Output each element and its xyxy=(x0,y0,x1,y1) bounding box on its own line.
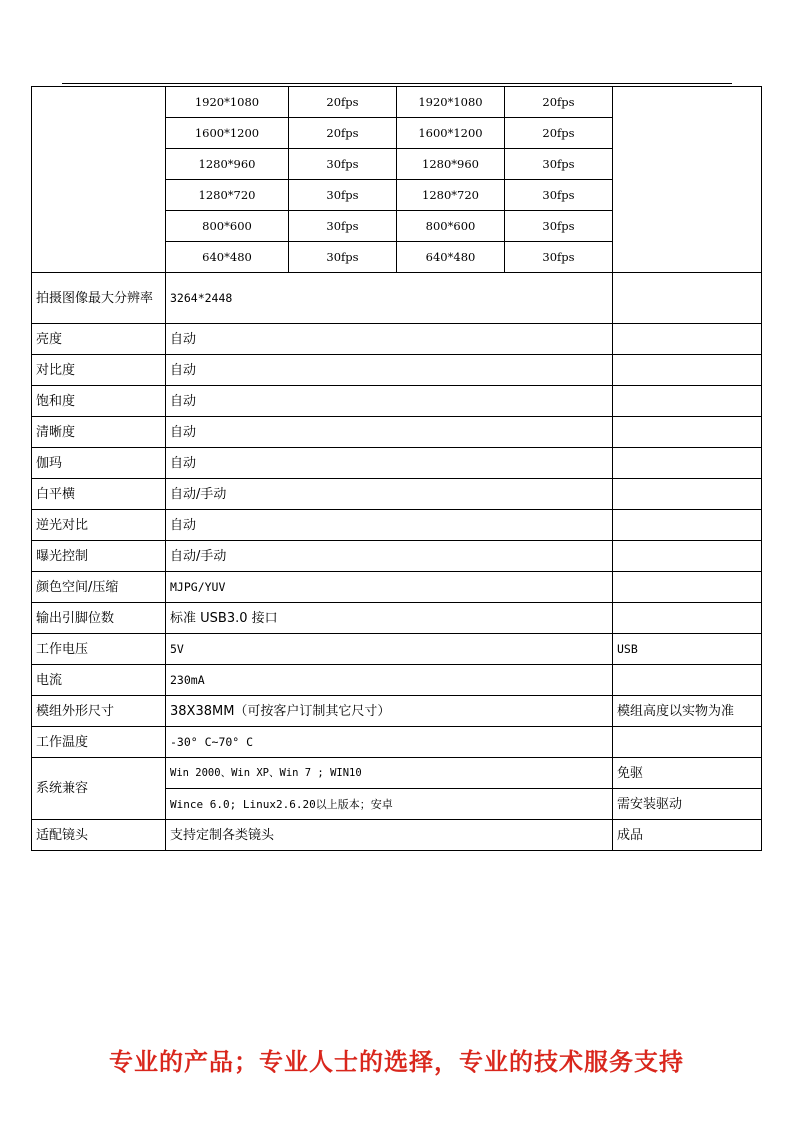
spec-value: 自动 xyxy=(166,510,613,541)
spec-note xyxy=(613,572,762,603)
spec-row xyxy=(32,324,762,355)
spec-note xyxy=(613,324,762,355)
compat-value: Win 2000、Win XP、Win 7 ; WIN10 xyxy=(166,758,613,789)
spec-label: 拍摄图像最大分辨率 xyxy=(32,273,166,324)
spec-label: 颜色空间/压缩 xyxy=(32,572,166,603)
fps-cell: 30fps xyxy=(505,149,613,180)
spec-label: 模组外形尺寸 xyxy=(32,696,166,727)
spec-note xyxy=(613,510,762,541)
spec-label: 亮度 xyxy=(32,324,166,355)
fps-cell: 30fps xyxy=(289,180,397,211)
spec-note xyxy=(613,448,762,479)
spec-row xyxy=(32,603,762,634)
footer-slogan: 专业的产品；专业人士的选择，专业的技术服务支持 xyxy=(109,1048,684,1076)
resolution-row xyxy=(32,87,762,118)
spec-value: 自动/手动 xyxy=(166,541,613,572)
spec-row xyxy=(32,541,762,572)
resolution-note-cell xyxy=(613,87,762,273)
spec-value: -30° C~70° C xyxy=(166,727,613,758)
lens-row xyxy=(32,820,762,851)
spec-note xyxy=(613,273,762,324)
spec-row xyxy=(32,355,762,386)
spec-value: 自动/手动 xyxy=(166,479,613,510)
spec-label: 输出引脚位数 xyxy=(32,603,166,634)
spec-value: MJPG/YUV xyxy=(166,572,613,603)
spec-value: 标准 USB3.0 接口 xyxy=(166,603,613,634)
fps-cell: 20fps xyxy=(289,118,397,149)
fps-cell: 30fps xyxy=(289,149,397,180)
fps-cell: 30fps xyxy=(505,242,613,273)
compat-label: 系统兼容 xyxy=(32,758,166,820)
resolution-cell: 640*480 xyxy=(397,242,505,273)
resolution-cell: 800*600 xyxy=(166,211,289,242)
spec-note xyxy=(613,603,762,634)
spec-row xyxy=(32,273,762,324)
spec-row xyxy=(32,696,762,727)
resolution-cell: 1600*1200 xyxy=(397,118,505,149)
compat-note: 免驱 xyxy=(613,758,762,789)
spec-value: 自动 xyxy=(166,324,613,355)
fps-cell: 30fps xyxy=(289,211,397,242)
header-rule xyxy=(62,83,732,84)
spec-value: 38X38MM（可按客户订制其它尺寸） xyxy=(166,696,613,727)
lens-label: 适配镜头 xyxy=(32,820,166,851)
spec-row xyxy=(32,479,762,510)
spec-value: 自动 xyxy=(166,448,613,479)
spec-label: 电流 xyxy=(32,665,166,696)
spec-row xyxy=(32,417,762,448)
spec-note xyxy=(613,479,762,510)
spec-label: 工作温度 xyxy=(32,727,166,758)
spec-note xyxy=(613,541,762,572)
spec-note xyxy=(613,386,762,417)
resolution-cell: 1600*1200 xyxy=(166,118,289,149)
spec-row xyxy=(32,448,762,479)
spec-value: 230mA xyxy=(166,665,613,696)
spec-row xyxy=(32,634,762,665)
spec-note xyxy=(613,727,762,758)
fps-cell: 30fps xyxy=(289,242,397,273)
fps-cell: 20fps xyxy=(505,118,613,149)
spec-value: 5V xyxy=(166,634,613,665)
spec-row xyxy=(32,727,762,758)
compat-value: Wince 6.0; Linux2.6.20以上版本；安卓 xyxy=(166,789,613,820)
fps-cell: 20fps xyxy=(505,87,613,118)
fps-cell: 30fps xyxy=(505,180,613,211)
spec-note: USB xyxy=(613,634,762,665)
spec-label: 工作电压 xyxy=(32,634,166,665)
spec-value: 自动 xyxy=(166,386,613,417)
resolution-cell: 1280*960 xyxy=(397,149,505,180)
spec-row xyxy=(32,386,762,417)
resolution-cell: 1280*720 xyxy=(166,180,289,211)
spec-label: 逆光对比 xyxy=(32,510,166,541)
spec-label: 曝光控制 xyxy=(32,541,166,572)
resolution-cell: 1920*1080 xyxy=(166,87,289,118)
spec-value: 3264*2448 xyxy=(166,273,613,324)
spec-label: 白平横 xyxy=(32,479,166,510)
spec-row xyxy=(32,572,762,603)
spec-label: 对比度 xyxy=(32,355,166,386)
spec-value: 自动 xyxy=(166,417,613,448)
resolution-cell: 800*600 xyxy=(397,211,505,242)
spec-value: 自动 xyxy=(166,355,613,386)
fps-cell: 30fps xyxy=(505,211,613,242)
fps-cell: 20fps xyxy=(289,87,397,118)
resolution-label-cell xyxy=(32,87,166,273)
lens-value: 支持定制各类镜头 xyxy=(166,820,613,851)
compat-row xyxy=(32,758,762,789)
lens-note: 成品 xyxy=(613,820,762,851)
resolution-cell: 1280*960 xyxy=(166,149,289,180)
resolution-cell: 1920*1080 xyxy=(397,87,505,118)
spec-label: 伽玛 xyxy=(32,448,166,479)
spec-note xyxy=(613,355,762,386)
spec-note xyxy=(613,417,762,448)
spec-table xyxy=(31,86,762,851)
spec-note xyxy=(613,665,762,696)
compat-note: 需安装驱动 xyxy=(613,789,762,820)
spec-label: 清晰度 xyxy=(32,417,166,448)
resolution-cell: 640*480 xyxy=(166,242,289,273)
spec-label: 饱和度 xyxy=(32,386,166,417)
spec-row xyxy=(32,665,762,696)
resolution-cell: 1280*720 xyxy=(397,180,505,211)
spec-note: 模组高度以实物为准 xyxy=(613,696,762,727)
spec-row xyxy=(32,510,762,541)
